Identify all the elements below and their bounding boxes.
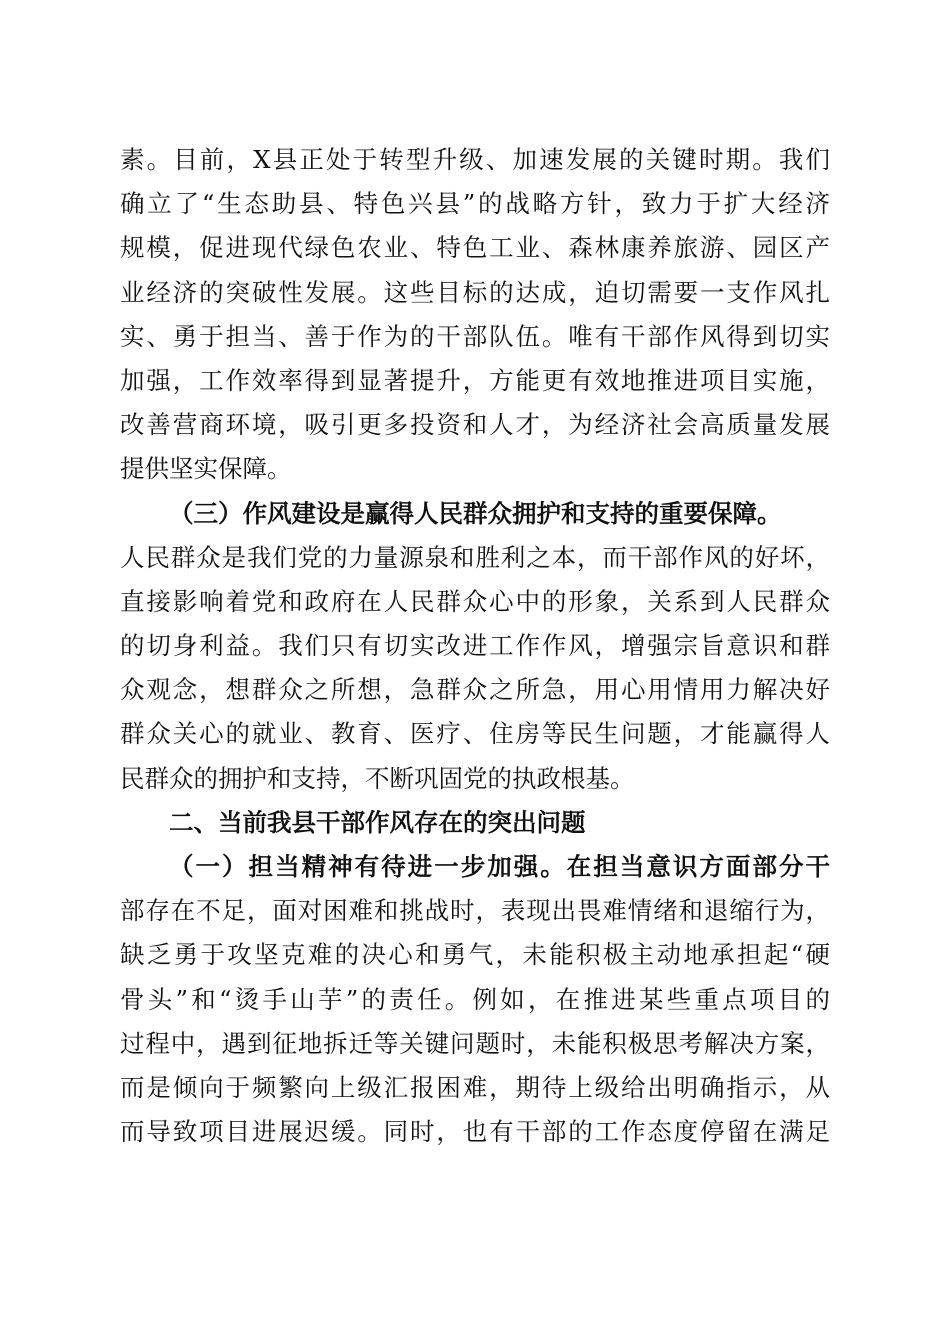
- text-line: 确立了“生态助县、特色兴县”的战略方针，致力于扩大经济: [120, 189, 830, 219]
- section-heading-text: 二、当前我县干部作风存在的突出问题: [169, 807, 586, 837]
- body-text: [120, 138, 830, 1154]
- text-line: 素。目前，X县正处于转型升级、加速发展的关键时期。我们: [120, 145, 830, 174]
- text-line: 而导致项目进展迟缓。同时，也有干部的工作态度停留在满足: [120, 1117, 830, 1147]
- paragraph-economic-development: [120, 138, 830, 492]
- text-line: 部存在不足，面对困难和挑战时，表现出畏难情绪和退缩行为，: [120, 896, 830, 926]
- text-line: 群众关心的就业、教育、医疗、住房等民生问题，才能赢得人: [120, 719, 830, 749]
- text-line: 骨头”和“烫手山芋”的责任。例如，在推进某些重点项目的: [120, 984, 830, 1014]
- text-line: 规模，促进现代绿色农业、特色工业、森林康养旅游、园区产: [120, 233, 830, 263]
- text-line: 实、勇于担当、善于作为的干部队伍。唯有干部作风得到切实: [120, 321, 830, 351]
- section-heading: [120, 801, 830, 845]
- text-line: 而是倾向于频繁向上级汇报困难，期待上级给出明确指示，从: [120, 1072, 830, 1102]
- text-line: 的切身利益。我们只有切实改进工作作风，增强宗旨意识和群: [120, 631, 830, 661]
- paragraph-people-support: [120, 492, 830, 801]
- text-line: 人民群众是我们党的力量源泉和胜利之本，而干部作风的好坏，: [120, 542, 830, 572]
- subheading-line: （一）担当精神有待进一步加强。在担当意识方面部分干: [169, 852, 830, 881]
- text-line: 加强，工作效率得到显著提升，方能更有效地推进项目实施，: [120, 365, 830, 395]
- text-line: 众观念，想群众之所想，急群众之所急，用心用情用力解决好: [120, 675, 830, 705]
- subheading-line: （三）作风建设是赢得人民群众拥护和支持的重要保障。: [169, 498, 782, 528]
- text-line: 民群众的拥护和支持，不断巩固党的执政根基。: [120, 763, 635, 793]
- text-line: 直接影响着党和政府在人民群众心中的形象，关系到人民群众: [120, 586, 830, 616]
- text-line: 改善营商环境，吸引更多投资和人才，为经济社会高质量发展: [120, 410, 830, 440]
- text-line: 过程中，遇到征地拆迁等关键问题时，未能积极思考解决方案，: [120, 1028, 830, 1058]
- text-line: 提供坚实保障。: [120, 454, 292, 484]
- text-line: 业经济的突破性发展。这些目标的达成，迫切需要一支作风扎: [120, 277, 830, 307]
- text-line: 缺乏勇于攻坚克难的决心和勇气，未能积极主动地承担起“硬: [120, 940, 830, 970]
- paragraph-responsibility: [120, 845, 830, 1154]
